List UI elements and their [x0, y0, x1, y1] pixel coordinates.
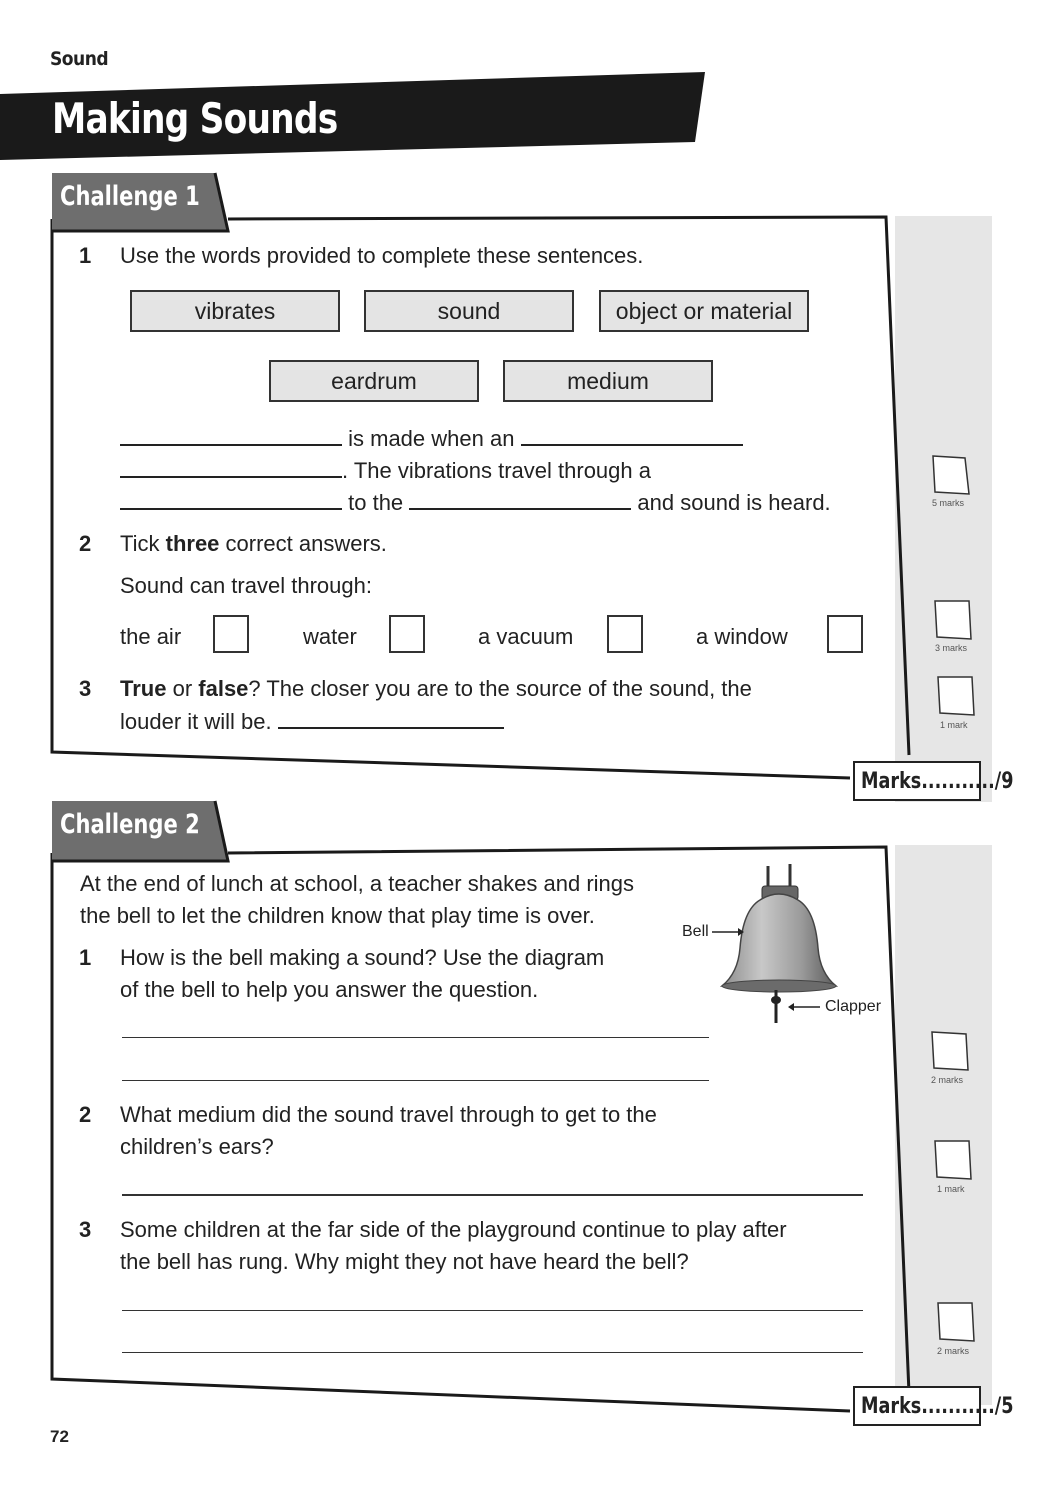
mark-box[interactable]: [934, 600, 972, 640]
challenge-2-total-marks: Marks.........../5: [853, 1386, 981, 1426]
question-number: 1: [79, 945, 92, 970]
mark-box[interactable]: [932, 455, 970, 495]
marks-label: 2 marks: [937, 1346, 970, 1356]
page-number: 72: [50, 1427, 69, 1446]
question-number: 3: [79, 1217, 92, 1242]
mark-box[interactable]: [934, 1140, 972, 1180]
answer-line[interactable]: [122, 1352, 863, 1353]
question-number: 3: [79, 676, 92, 701]
question-number: 2: [79, 1102, 92, 1127]
fill-sentence-line-2: [120, 454, 651, 487]
option-label: a vacuum: [478, 624, 574, 649]
mark-box[interactable]: [937, 1302, 975, 1342]
question-text: Use the words provided to complete these sentences.: [120, 243, 644, 268]
sentence-text: . The vibrations travel through a: [342, 458, 651, 483]
question-text: Tick three correct answers.: [120, 531, 387, 556]
marks-label: 3 marks: [935, 643, 968, 653]
marks-label: 2 marks: [931, 1075, 964, 1085]
fill-sentence-line-1: [120, 422, 743, 455]
answer-line[interactable]: [122, 1310, 863, 1311]
answer-blank[interactable]: [120, 422, 342, 446]
answer-blank[interactable]: [278, 705, 504, 729]
answer-blank[interactable]: [120, 454, 342, 478]
challenge-1-tab: Challenge 1: [60, 181, 200, 212]
page-title: Making Sounds: [52, 94, 338, 143]
tick-box-the-air[interactable]: [213, 615, 249, 653]
sentence-text: to the: [348, 490, 404, 515]
sentence-text: and sound is heard.: [637, 490, 831, 515]
question-text-line-2: louder it will be.: [120, 705, 504, 738]
question-number: 2: [79, 531, 92, 556]
word-box: medium: [503, 360, 713, 402]
option-label: water: [303, 624, 357, 649]
question-number: 1: [79, 243, 92, 268]
question-prompt: Sound can travel through:: [120, 573, 372, 598]
option-label: the air: [120, 624, 182, 649]
mark-box[interactable]: [937, 676, 975, 716]
word-box: sound: [364, 290, 574, 332]
marks-label: 1 mark: [940, 720, 968, 730]
marks-label: 5 marks: [932, 498, 965, 508]
word-box: vibrates: [130, 290, 340, 332]
answer-line[interactable]: [122, 1194, 863, 1196]
challenge-2-tab: Challenge 2: [60, 809, 200, 840]
word-box: object or material: [599, 290, 809, 332]
question-text: What medium did the sound travel through to get to the: [120, 1102, 657, 1127]
question-text: the bell has rung. Why might they not have heard the bell?: [120, 1249, 689, 1274]
answer-blank[interactable]: [521, 422, 743, 446]
sentence-text: is made when an: [348, 426, 515, 451]
challenge-1-total-marks: Marks.........../9: [853, 761, 981, 801]
answer-line[interactable]: [122, 1037, 709, 1038]
fill-sentence-line-3: [120, 486, 831, 519]
answer-blank[interactable]: [120, 486, 342, 510]
intro-text: At the end of lunch at school, a teacher shakes and rings: [80, 871, 635, 896]
answer-blank[interactable]: [409, 486, 631, 510]
question-text: of the bell to help you answer the question.: [120, 977, 539, 1002]
marks-label: 1 mark: [937, 1184, 965, 1194]
clapper-label: Clapper: [825, 998, 882, 1015]
question-text: True or false? The closer you are to the source of the sound, the: [120, 676, 752, 701]
mark-box[interactable]: [931, 1031, 969, 1071]
question-text: children’s ears?: [120, 1134, 274, 1159]
tick-box-a-vacuum[interactable]: [607, 615, 643, 653]
tick-box-water[interactable]: [389, 615, 425, 653]
tick-box-a-window[interactable]: [827, 615, 863, 653]
option-label: a window: [696, 624, 788, 649]
intro-text: the bell to let the children know that play time is over.: [80, 903, 595, 928]
answer-line[interactable]: [122, 1080, 709, 1081]
subject-label: Sound: [50, 48, 109, 70]
question-text: How is the bell making a sound? Use the diagram: [120, 945, 605, 970]
bell-label: Bell: [682, 923, 709, 940]
word-box: eardrum: [269, 360, 479, 402]
question-text: Some children at the far side of the playground continue to play after: [120, 1217, 787, 1242]
